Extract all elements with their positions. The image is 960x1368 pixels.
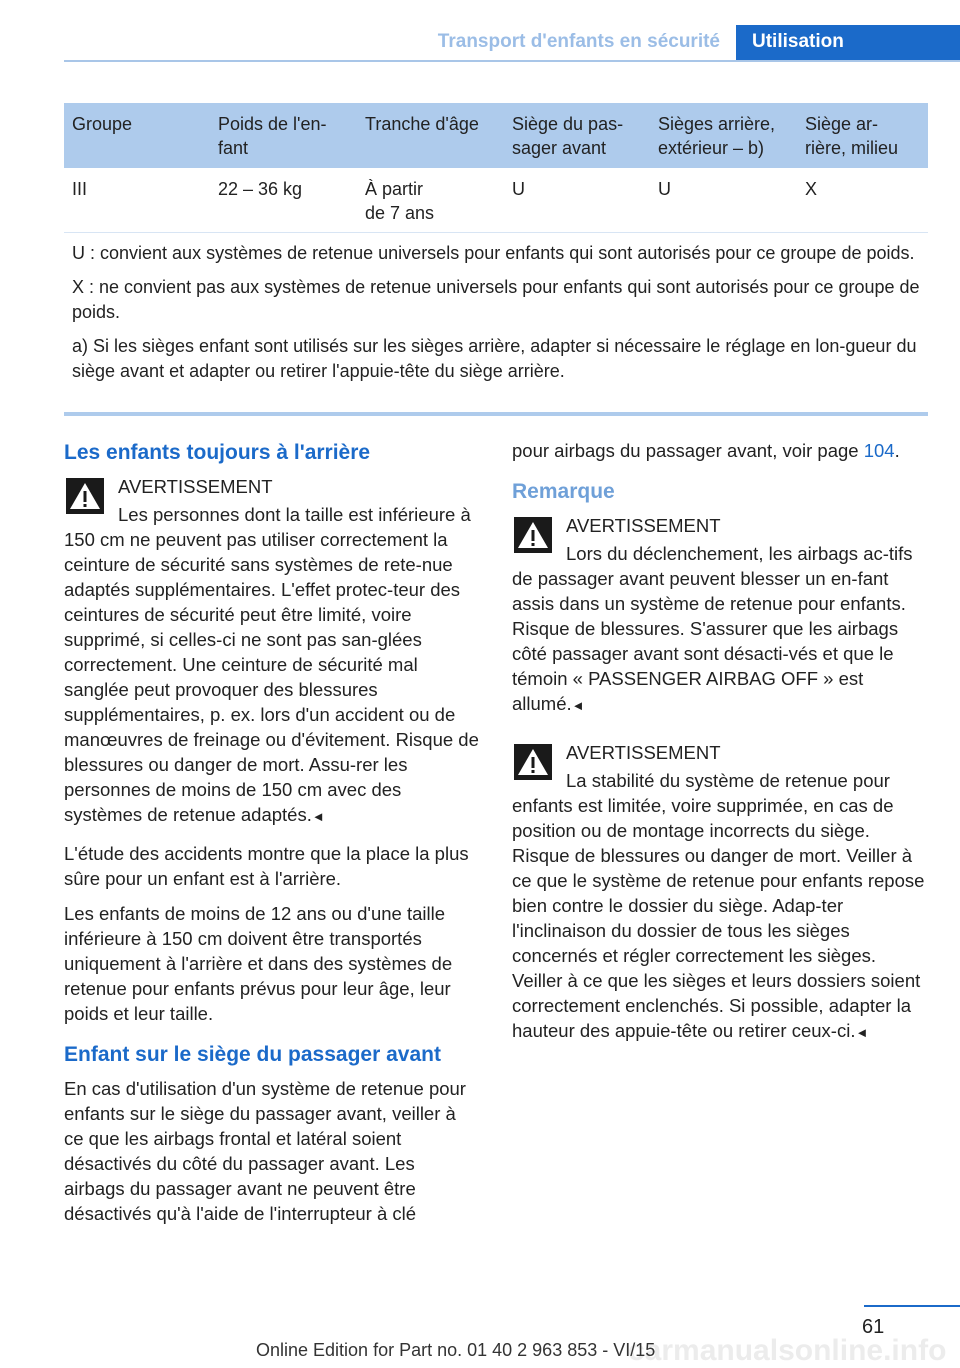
warning-triangle-icon <box>66 478 104 514</box>
footer-divider <box>864 1305 960 1307</box>
paragraph: L'étude des accidents montre que la place la plus sûre pour un enfant est à l'arrière. <box>64 843 469 889</box>
end-marker-icon: ◄ <box>855 1025 869 1040</box>
table-cell: X <box>805 179 818 199</box>
warning-title: AVERTISSEMENT <box>566 515 721 536</box>
table-row <box>64 168 928 233</box>
table-cell: À partir de 7 ans <box>365 179 435 223</box>
child-seat-table <box>64 103 928 393</box>
table-header-cell: Sièges arrière, extérieur – b) <box>658 114 776 158</box>
table-header-cell: Siège du pas- sager avant <box>512 114 624 158</box>
table-header-cell: Siège ar- rière, milieu <box>805 114 899 158</box>
warning-title: AVERTISSEMENT <box>118 476 273 497</box>
section-heading: Les enfants toujours à l'arrière <box>64 441 371 464</box>
warning-block <box>512 740 928 1045</box>
watermark: carmanualsonline.info <box>628 1334 947 1367</box>
end-marker-icon: ◄ <box>571 698 585 713</box>
warning-title: AVERTISSEMENT <box>566 742 721 763</box>
table-bottom-rule <box>64 412 928 416</box>
warning-block <box>64 474 480 829</box>
table-header-cell: Tranche d'âge <box>365 114 479 134</box>
table-header-cell: Poids de l'en- fant <box>218 114 327 158</box>
table-header-row <box>64 103 928 168</box>
table-cell: U <box>658 179 671 199</box>
table-header-cell: Groupe <box>72 114 133 134</box>
section-heading: Enfant sur le siège du passager avant <box>64 1043 441 1066</box>
paragraph: En cas d'utilisation d'un système de retenue pour enfants sur le siège du passager avant, veiller à ce que les airbags frontal et latéral soient désactivés du côté du passager avant. Les airbags du passager avant ne peuvent être désactivés qu'à l'aide de l'interrupteur à clé <box>64 1078 466 1224</box>
left-column <box>64 438 480 1236</box>
warning-block <box>512 513 928 718</box>
warning-triangle-icon <box>514 744 552 780</box>
table-cell: 22 – 36 kg <box>218 179 303 199</box>
paragraph: Les enfants de moins de 12 ans ou d'une taille inférieure à 150 cm doivent être transportés uniquement à l'arrière et dans des systèmes de retenue pour enfants prévus pour leur âge, leur poids et leur taille. <box>64 903 453 1024</box>
table-note: X : ne convient pas aux systèmes de retenue universels pour enfants qui sont autorisés pour ce groupe de poids. <box>72 277 920 322</box>
table-note: U : convient aux systèmes de retenue universels pour enfants qui sont autorisés pour ce groupe de poids. <box>72 243 915 263</box>
warning-triangle-icon <box>514 517 552 553</box>
paragraph-text: pour airbags du passager avant, voir page <box>512 440 864 461</box>
header-section-title: Transport d'enfants en sécurité <box>437 31 720 52</box>
page-link[interactable]: 104 <box>863 440 895 461</box>
header-divider <box>64 60 960 62</box>
warning-text: Lors du déclenchement, les airbags ac-tifs de passager avant peuvent blesser un en-fant assis dans un système de retenue pour enfants. Risque de blessures. S'assurer que les airbags côté passager avant sont désacti-vés et que le témoin « PASSENGER AIRBAG OFF » est allumé. <box>512 543 913 714</box>
warning-text: Les personnes dont la taille est inférieure à 150 cm ne peuvent pas utiliser correctement la ceinture de sécurité sans systèmes de rete-nue adaptés supplémentaires. L'effet protec-teur des ceintures de sécurité peut être limité, voire supprimé, si celles-ci ne sont pas san-glées correctement. Une ceinture de sécurité mal sanglée peut provoquer des blessures supplémentaires, p. ex. lors d'un accident ou de manœuvres de freinage ou d'évitement. Risque de blessures ou danger de mort. Assu-rer les personnes de moins de 150 cm avec des systèmes de retenue adaptés. <box>64 504 479 825</box>
page-number: 61 <box>862 1316 885 1338</box>
end-marker-icon: ◄ <box>311 809 325 824</box>
table-cell: U <box>512 179 525 199</box>
warning-text: La stabilité du système de retenue pour enfants est limitée, voire supprimée, en cas de position ou de montage incorrects du siège. Risque de blessures ou danger de mort. Veiller à ce que le système de retenue pour enfants repose bien contre le dossier du siège. Adap-ter l'inclinaison du dossier de tous les sièges concernés et régler correctement les sièges. Veiller à ce que les sièges et leurs dossiers soient correctement enclenchés. Si possible, adapter la hauteur des appuie-tête ou retirer ceux-ci. <box>512 770 925 1041</box>
right-column <box>512 438 928 1057</box>
header-chapter-tab[interactable]: Utilisation <box>736 25 960 62</box>
table-notes <box>64 233 928 384</box>
table-cell: III <box>72 179 88 199</box>
paragraph: pour airbags du passager avant, voir page 104. <box>512 440 900 461</box>
footer-edition: Online Edition for Part no. 01 40 2 963 853 - VI/15 <box>256 1340 656 1360</box>
section-heading: Remarque <box>512 480 615 503</box>
table-note: a) Si les sièges enfant sont utilisés sur les sièges arrière, adapter si nécessaire le réglage en lon-gueur du siège avant et adapter ou retirer l'appuie-tête du siège arrière. <box>72 336 917 381</box>
